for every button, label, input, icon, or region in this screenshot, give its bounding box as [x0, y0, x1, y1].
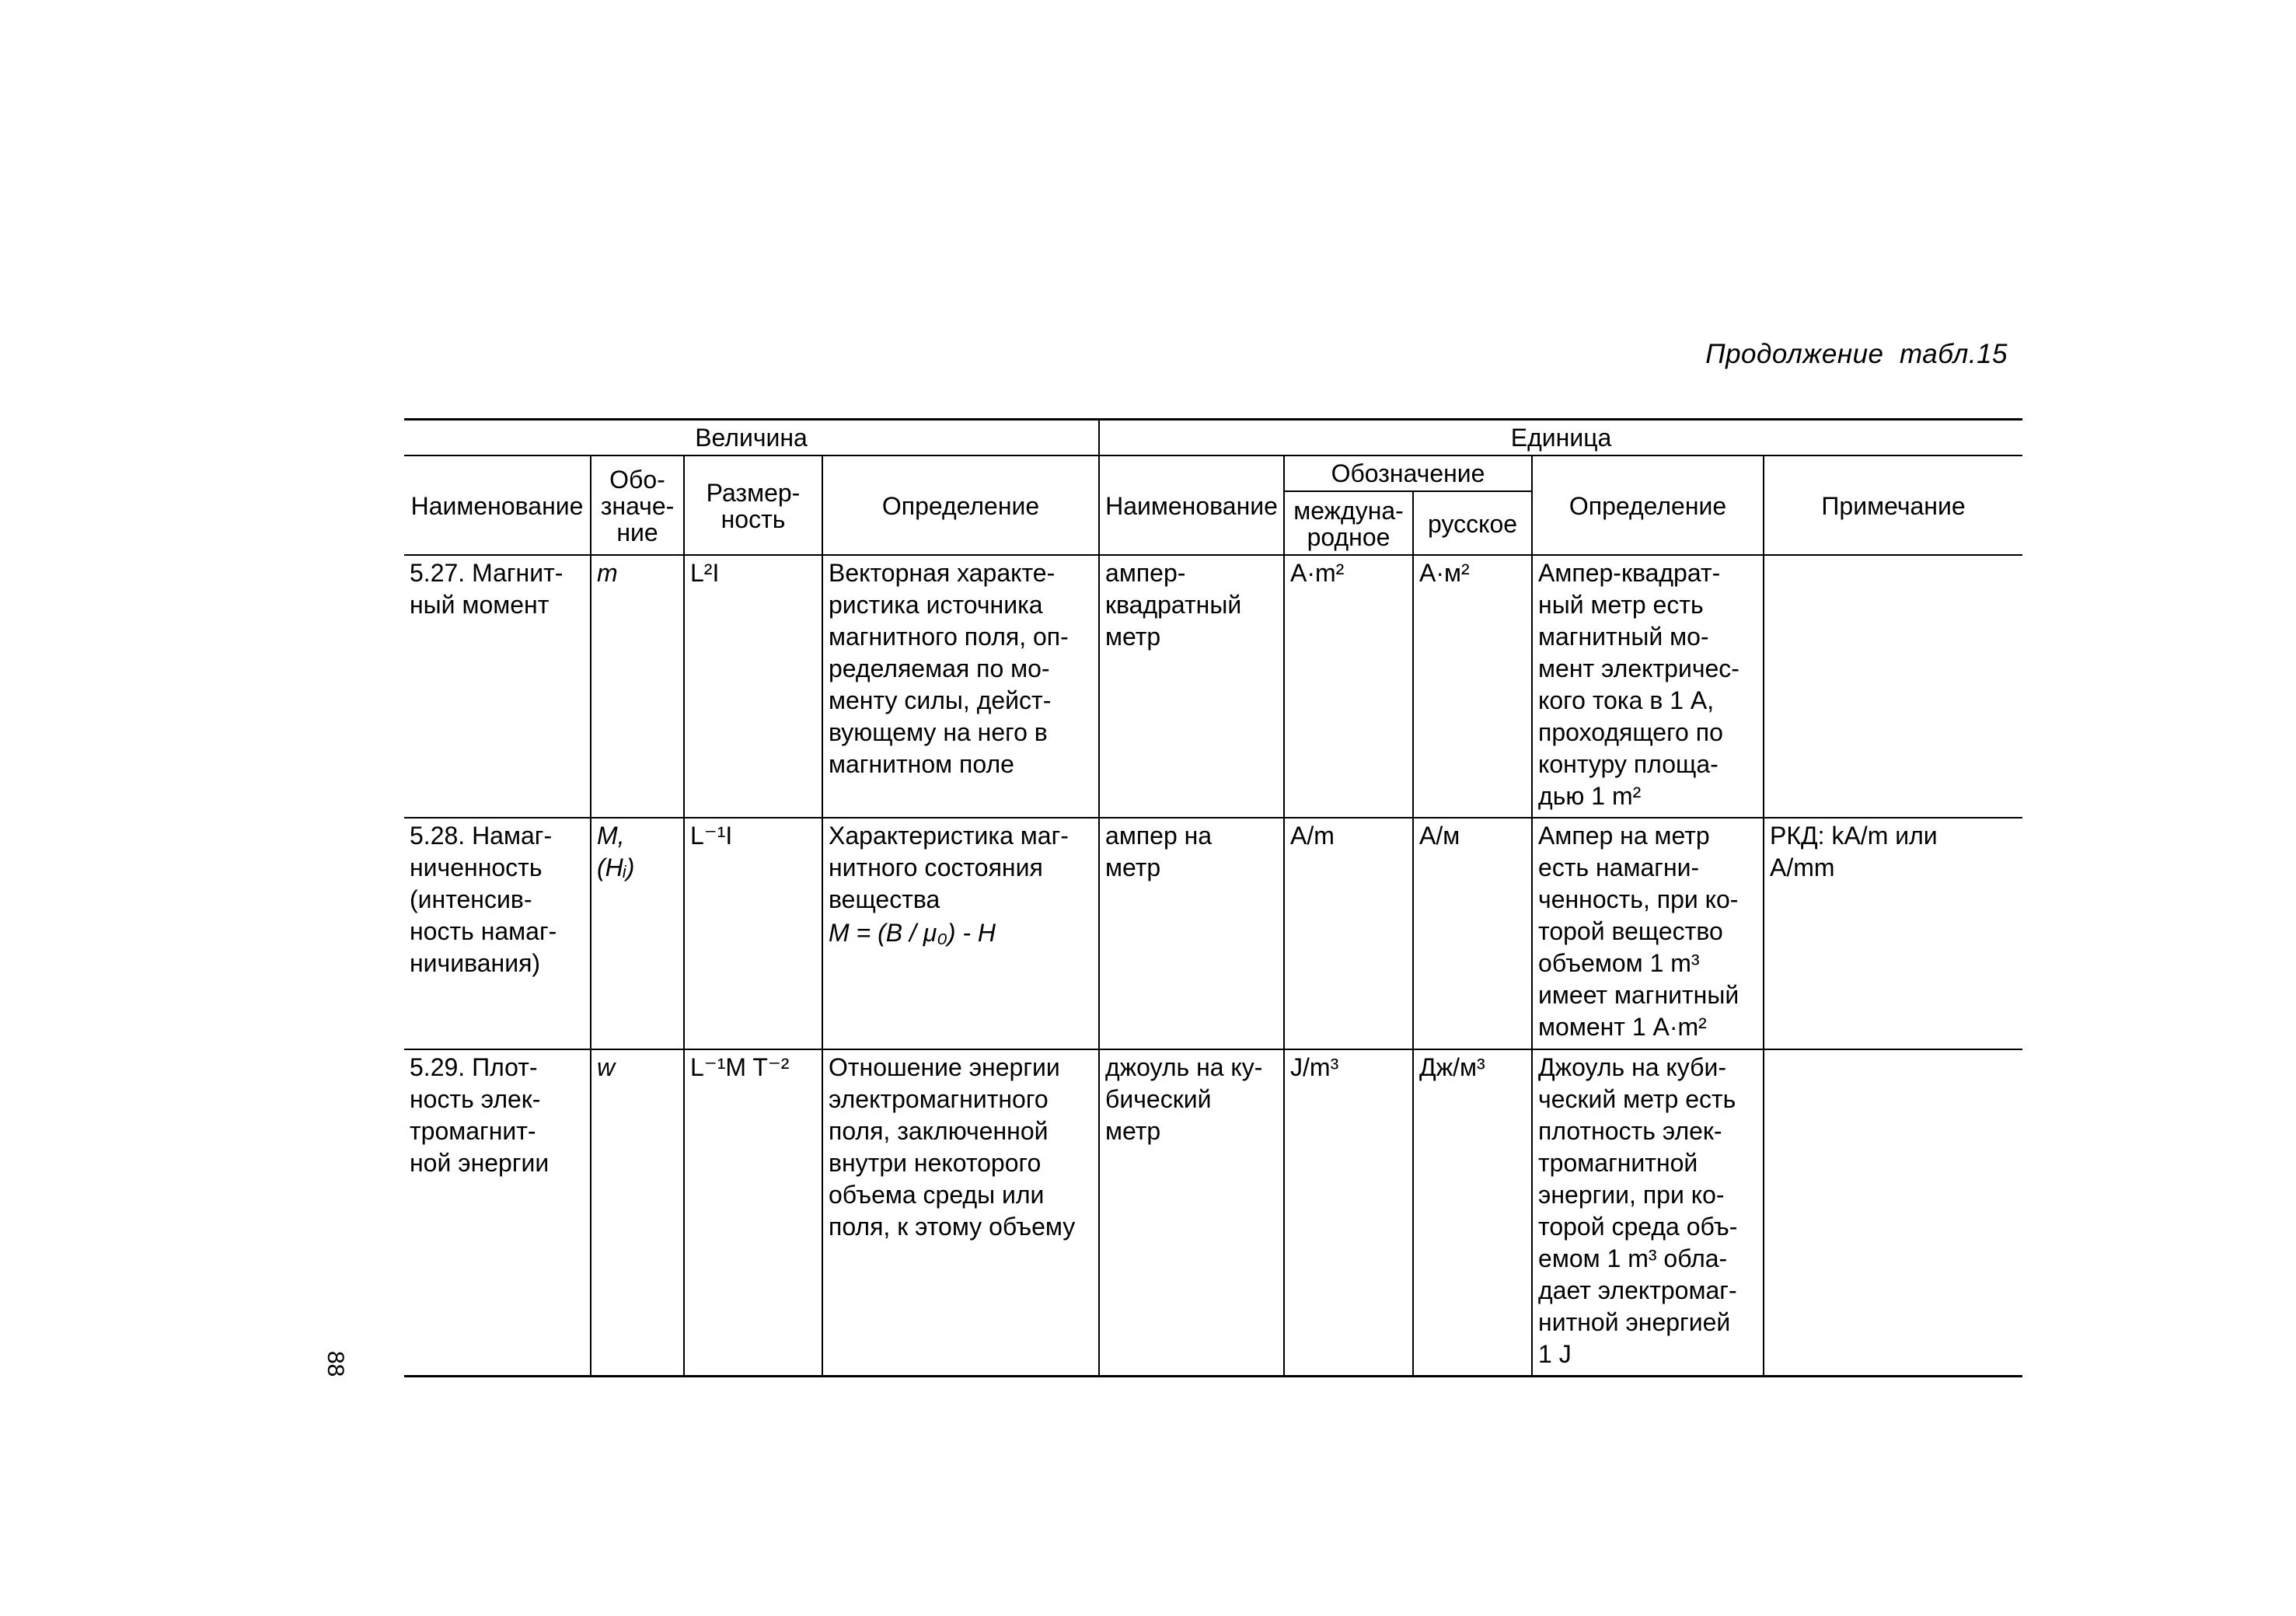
header-group-row [404, 420, 2022, 456]
table-row [404, 1049, 2022, 1377]
unit-definition-cell: Ампер на метр есть намагни- ченность, при ко- торой вещество объемом 1 m³ имеет магнитный момент 1 A·m² [1532, 818, 1764, 1049]
note-cell [1764, 555, 2022, 818]
symbol-cell: w [591, 1049, 684, 1377]
symbol-cell: m [591, 555, 684, 818]
note-cell [1764, 1049, 2022, 1377]
definition-cell: Отношение энергии электромагнитного поля, заключенной внутри некоторого объема среды или поля, к этому объему [822, 1049, 1099, 1377]
header-quantity-symbol: Обо- значе- ние [591, 455, 684, 555]
units-table [404, 418, 2022, 1377]
intl-symbol-cell: A/m [1284, 818, 1413, 1049]
definition-cell: Векторная характе- ристика источника магнитного поля, оп- ределяемая по мо- менту силы, дейст- вующему на него в магнитном поле [822, 555, 1099, 818]
unit-name-cell: джоуль на ку- бический метр [1099, 1049, 1284, 1377]
note-cell: РКД: kA/m или A/mm [1764, 818, 2022, 1049]
header-row [404, 455, 2022, 491]
table-row [404, 555, 2022, 818]
header-quantity-group: Величина [404, 420, 1099, 456]
header-unit-definition: Определение [1532, 455, 1764, 555]
quantity-name-cell: 5.29. Плот- ность элек- тромагнит- ной энергии [404, 1049, 591, 1377]
unit-definition-cell: Джоуль на куби- ческий метр есть плотность элек- тромагнитной энергии, при ко- торой среда объ- емом 1 m³ обла- дает электромаг- нитной энергией 1 J [1532, 1049, 1764, 1377]
unit-definition-cell: Ампер-квадрат- ный метр есть магнитный мо- мент электричес- кого тока в 1 А, проходящего по контуру площа- дью 1 m² [1532, 555, 1764, 818]
header-russian: русское [1413, 491, 1532, 555]
header-quantity-name: Наименование [404, 455, 591, 555]
header-quantity-dimension: Размер- ность [684, 455, 822, 555]
unit-name-cell: ампер на метр [1099, 818, 1284, 1049]
rus-symbol-cell: Дж/м³ [1413, 1049, 1532, 1377]
dimension-cell: L⁻¹I [684, 818, 822, 1049]
table-caption: Продолжение табл.15 [1705, 339, 2008, 369]
quantity-name-cell: 5.27. Магнит- ный момент [404, 555, 591, 818]
header-unit-designation: Обозначение [1284, 455, 1532, 491]
header-note: Примечание [1764, 455, 2022, 555]
table-row [404, 818, 2022, 1049]
definition-cell: Характеристика маг- нитного состояния вещества M = (B / μ₀) - H [822, 818, 1099, 1049]
unit-name-cell: ампер- квадратный метр [1099, 555, 1284, 818]
rus-symbol-cell: А·м² [1413, 555, 1532, 818]
dimension-cell: L⁻¹M T⁻² [684, 1049, 822, 1377]
quantity-name-cell: 5.28. Намаг- ниченность (интенсив- ность намаг- ничивания) [404, 818, 591, 1049]
header-quantity-definition: Определение [822, 455, 1099, 555]
rus-symbol-cell: А/м [1413, 818, 1532, 1049]
header-unit-name: Наименование [1099, 455, 1284, 555]
intl-symbol-cell: A·m² [1284, 555, 1413, 818]
header-international: междуна- родное [1284, 491, 1413, 555]
intl-symbol-cell: J/m³ [1284, 1049, 1413, 1377]
dimension-cell: L²I [684, 555, 822, 818]
header-unit-group: Единица [1099, 420, 2022, 456]
page-number: 88 [323, 1351, 348, 1377]
symbol-cell: M, (Hᵢ) [591, 818, 684, 1049]
magnetization-formula: M = (B / μ₀) - H [829, 919, 996, 947]
